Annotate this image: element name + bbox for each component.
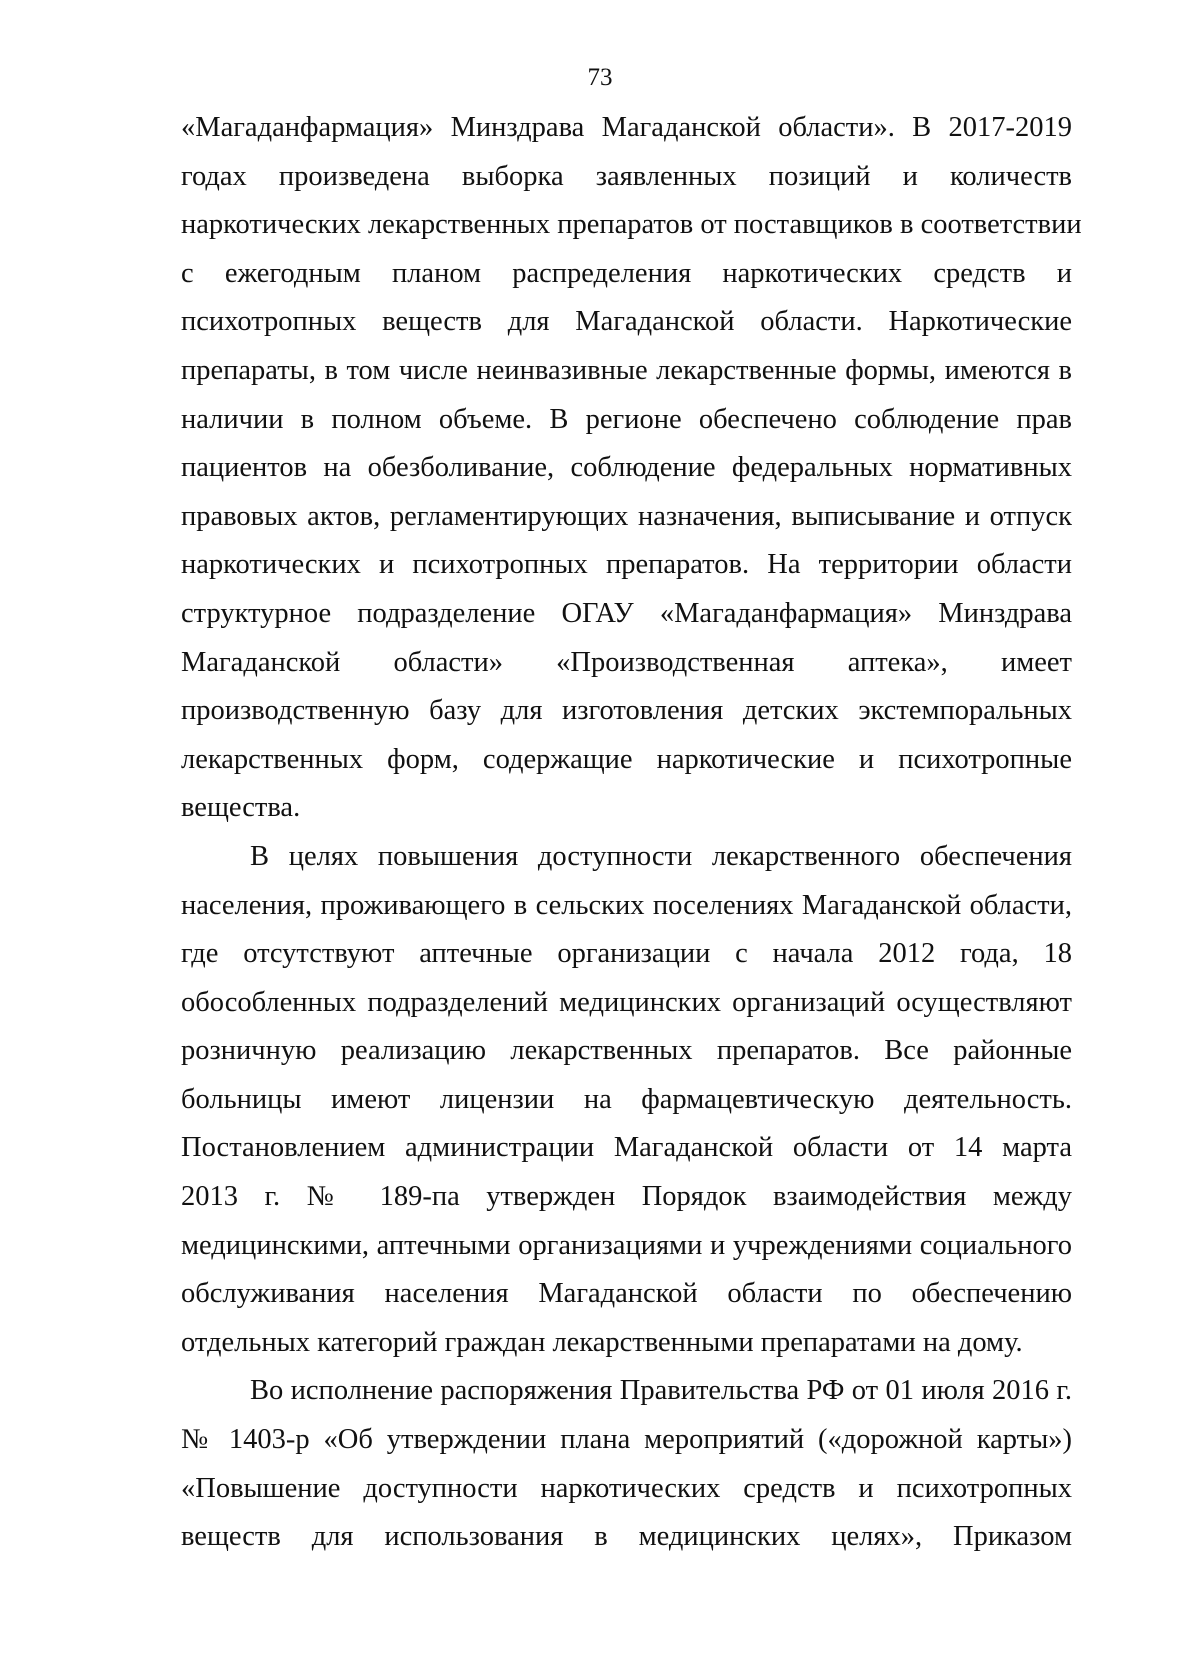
text-line: лекарственных форм, содержащие наркотические и психотропные	[181, 743, 1072, 775]
text-line: больницы имеют лицензии на фармацевтическую деятельность.	[181, 1083, 1072, 1115]
text-line: № 1403-р «Об утверждении плана мероприятий («дорожной карты»)	[181, 1424, 1072, 1456]
text-line: правовых актов, регламентирующих назначения, выписывание и отпуск	[181, 500, 1072, 532]
text-line: розничную реализацию лекарственных препаратов. Все районные	[181, 1035, 1072, 1067]
text-line: отдельных категорий граждан лекарственными препаратами на дому.	[181, 1326, 1023, 1358]
text-line: В целях повышения доступности лекарственного обеспечения	[250, 840, 1072, 872]
text-line: Магаданской области» «Производственная аптека», имеет	[181, 646, 1072, 678]
text-line: годах произведена выборка заявленных позиций и количеств	[181, 160, 1072, 192]
page-number: 73	[587, 64, 613, 91]
text-line: «Магаданфармация» Минздрава Магаданской области». В 2017-2019	[181, 112, 1072, 143]
paragraph-2	[181, 833, 1072, 1368]
text-line: обособленных подразделений медицинских организаций осуществляют	[181, 986, 1072, 1018]
text-line: веществ для использования в медицинских целях», Приказом	[181, 1521, 1072, 1553]
text-line: наркотических лекарственных препаратов от поставщиков в соответствии	[181, 209, 1082, 241]
text-line: с ежегодным планом распределения наркотических средств и	[181, 257, 1072, 289]
text-line: обслуживания населения Магаданской области по обеспечению	[181, 1278, 1072, 1310]
text-line: наркотических и психотропных препаратов. На территории области	[181, 549, 1072, 581]
paragraph-1	[181, 104, 1082, 833]
text-line: медицинскими, аптечными организациями и учреждениями социального	[181, 1229, 1072, 1261]
text-line: препараты, в том числе неинвазивные лекарственные формы, имеются в	[181, 354, 1072, 386]
text-line: Во исполнение распоряжения Правительства РФ от 01 июля 2016 г.	[250, 1375, 1072, 1407]
text-line: 2013 г. № 189-па утвержден Порядок взаимодействия между	[181, 1181, 1072, 1213]
paragraph-3	[181, 1367, 1072, 1561]
text-line: где отсутствуют аптечные организации с начала 2012 года, 18	[181, 938, 1072, 970]
text-line: Постановлением администрации Магаданской области от 14 марта	[181, 1132, 1072, 1164]
text-line: вещества.	[181, 792, 301, 824]
text-line: производственную базу для изготовления детских экстемпоральных	[181, 695, 1072, 727]
document-body	[181, 104, 1082, 1562]
text-line: структурное подразделение ОГАУ «Магаданфармация» Минздрава	[181, 597, 1072, 629]
text-line: «Повышение доступности наркотических средств и психотропных	[181, 1472, 1072, 1504]
text-line: психотропных веществ для Магаданской области. Наркотические	[181, 306, 1072, 338]
text-line: населения, проживающего в сельских поселениях Магаданской области,	[181, 889, 1072, 921]
text-line: наличии в полном объеме. В регионе обеспечено соблюдение прав	[181, 403, 1072, 435]
text-line: пациентов на обезболивание, соблюдение федеральных нормативных	[181, 452, 1072, 484]
